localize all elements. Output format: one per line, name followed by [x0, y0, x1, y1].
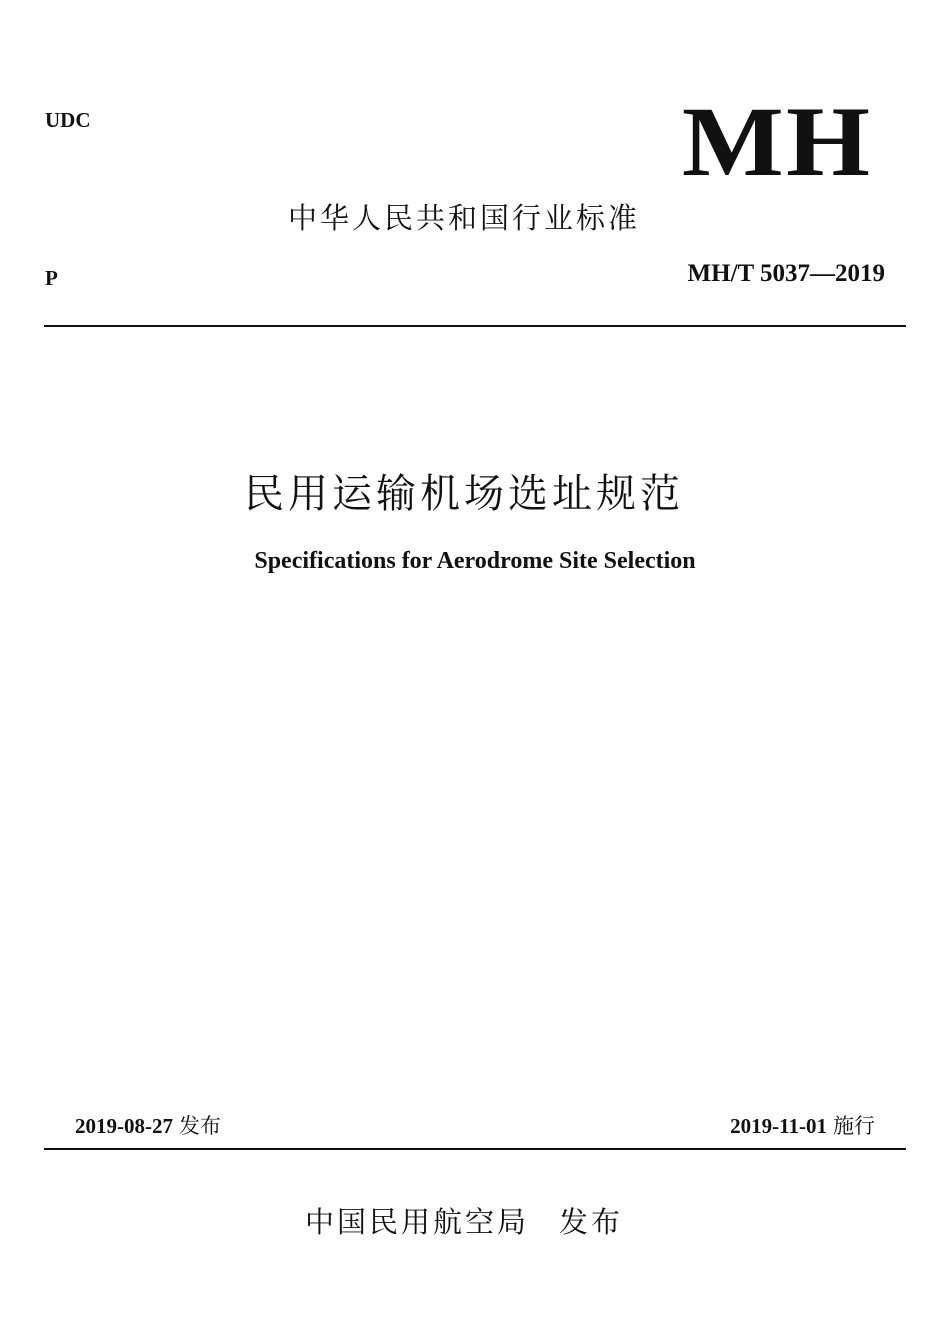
issue-label: 发布 [179, 1114, 221, 1138]
implementation-label: 施行 [833, 1114, 875, 1138]
classification-code: P [45, 266, 58, 290]
implementation-date-line [730, 1110, 875, 1140]
document-title-en: Specifications for Aerodrome Site Selection [254, 548, 696, 574]
issue-date-line [75, 1110, 221, 1140]
implementation-date: 2019-11-01 [730, 1114, 827, 1138]
publisher-line [0, 1200, 950, 1241]
publisher-action: 发布 [559, 1205, 624, 1239]
standard-number: MH/T 5037—2019 [687, 260, 885, 287]
udc-label: UDC [45, 108, 91, 132]
top-divider [44, 325, 906, 327]
publisher-name: 中国民用航空局 [304, 1205, 529, 1239]
mh-logo: MH [681, 86, 872, 197]
issue-date: 2019-08-27 [75, 1114, 173, 1138]
standard-category-header: 中华人民共和国行业标准 [287, 201, 640, 235]
document-title-cn: 民用运输机场选址规范 [244, 471, 684, 517]
bottom-divider [44, 1148, 906, 1150]
